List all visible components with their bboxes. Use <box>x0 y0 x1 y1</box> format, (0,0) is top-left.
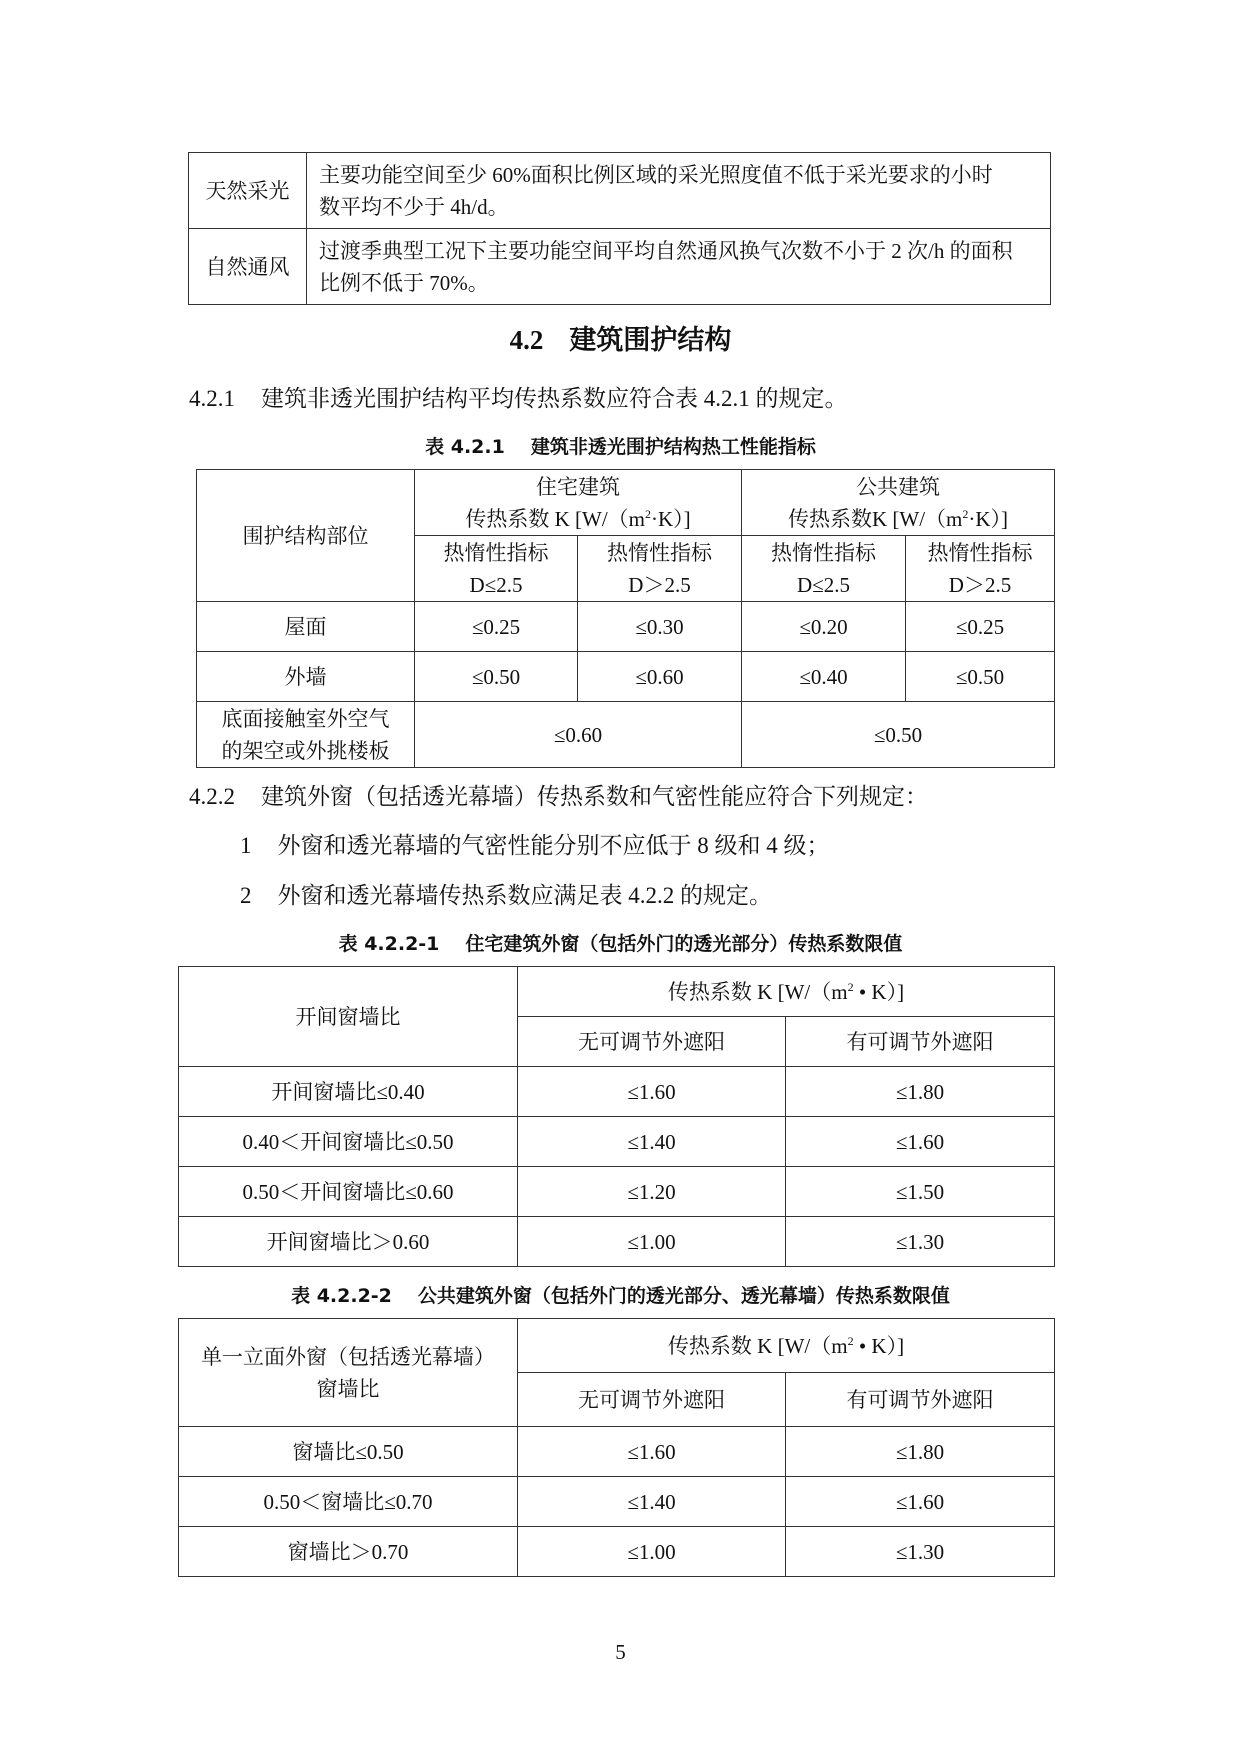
table-4221 <box>178 966 1055 1267</box>
header-part: 围护结构部位 <box>197 470 415 602</box>
table-4221-caption: 表 4.2.2-1 住宅建筑外窗（包括外门的透光部分）传热系数限值 <box>338 933 903 955</box>
header-public: 公共建筑 传热系数K $[W/(m^2\cdot K)]$ <box>742 470 1055 536</box>
table-421 <box>196 469 1055 768</box>
section-title: 4.2 建筑围护结构 <box>509 325 732 356</box>
ventilation-text: 过渡季典型工况下主要功能空间平均自然通风换气次数不小于 2 次/h 的面积 比例不低于 70%。 <box>307 229 1051 305</box>
table-row: 开间窗墙比＞0.60 ≤1.00 ≤1.30 <box>179 1217 1055 1267</box>
table-row: 窗墙比≤0.50 ≤1.60 ≤1.80 <box>179 1427 1055 1477</box>
header-res-d2: 热惰性指标 D＞2.5 <box>578 536 742 602</box>
label-daylight: 天然采光 <box>189 153 307 229</box>
daylight-text: 主要功能空间至少 60%面积比例区域的采光照度值不低于采光要求的小时 数平均不少于 4h/d。 <box>307 153 1051 229</box>
list-item: 2 外窗和透光幕墙传热系数应满足表 4.2.2 的规定。 <box>240 883 772 908</box>
table-row: 0.50＜开间窗墙比≤0.60 ≤1.20 ≤1.50 <box>179 1167 1055 1217</box>
header-residential: 住宅建筑 传热系数 K $[W/(m^2\cdot K)]$ <box>415 470 742 536</box>
header-no-shading: 无可调节外遮阳 <box>518 1373 786 1427</box>
header-pub-d1: 热惰性指标 D≤2.5 <box>742 536 906 602</box>
header-k: 传热系数 K [$W/(m^2$ • K）] <box>518 967 1055 1017</box>
table-row: 0.40＜开间窗墙比≤0.50 ≤1.40 ≤1.60 <box>179 1117 1055 1167</box>
header-no-shading: 无可调节外遮阳 <box>518 1017 786 1067</box>
table-row: 0.50＜窗墙比≤0.70 ≤1.40 ≤1.60 <box>179 1477 1055 1527</box>
header-res-d1: 热惰性指标 D≤2.5 <box>415 536 578 602</box>
page-number: 5 <box>615 1640 626 1664</box>
table-row: 外墙 ≤0.50 ≤0.60 ≤0.40 ≤0.50 <box>197 652 1055 702</box>
header-ratio: 单一立面外窗（包括透光幕墙） 窗墙比 <box>179 1319 518 1427</box>
header-ratio: 开间窗墙比 <box>179 967 518 1067</box>
table-row: 屋面 ≤0.25 ≤0.30 ≤0.20 ≤0.25 <box>197 602 1055 652</box>
header-shading: 有可调节外遮阳 <box>786 1373 1055 1427</box>
top-table <box>188 152 1051 305</box>
clause-421: 4.2.1 建筑非透光围护结构平均传热系数应符合表 4.2.1 的规定。 <box>189 386 848 411</box>
table-row: 开间窗墙比≤0.40 ≤1.60 ≤1.80 <box>179 1067 1055 1117</box>
list-item: 1 外窗和透光幕墙的气密性能分别不应低于 8 级和 4 级； <box>240 833 830 858</box>
header-shading: 有可调节外遮阳 <box>786 1017 1055 1067</box>
label-ventilation: 自然通风 <box>189 229 307 305</box>
table-4222-caption: 表 4.2.2-2 公共建筑外窗（包括外门的透光部分、透光幕墙）传热系数限值 <box>291 1285 950 1307</box>
table-row: 底面接触室外空气 的架空或外挑楼板 ≤0.60 ≤0.50 <box>197 702 1055 768</box>
table-421-caption: 表 4.2.1 建筑非透光围护结构热工性能指标 <box>425 436 816 458</box>
header-pub-d2: 热惰性指标 D＞2.5 <box>906 536 1055 602</box>
clause-422: 4.2.2 建筑外窗（包括透光幕墙）传热系数和气密性能应符合下列规定： <box>189 784 928 809</box>
table-4222 <box>178 1318 1055 1577</box>
header-k: 传热系数 K [$W/(m^2$ • K）] <box>518 1319 1055 1373</box>
table-row: 窗墙比＞0.70 ≤1.00 ≤1.30 <box>179 1527 1055 1577</box>
